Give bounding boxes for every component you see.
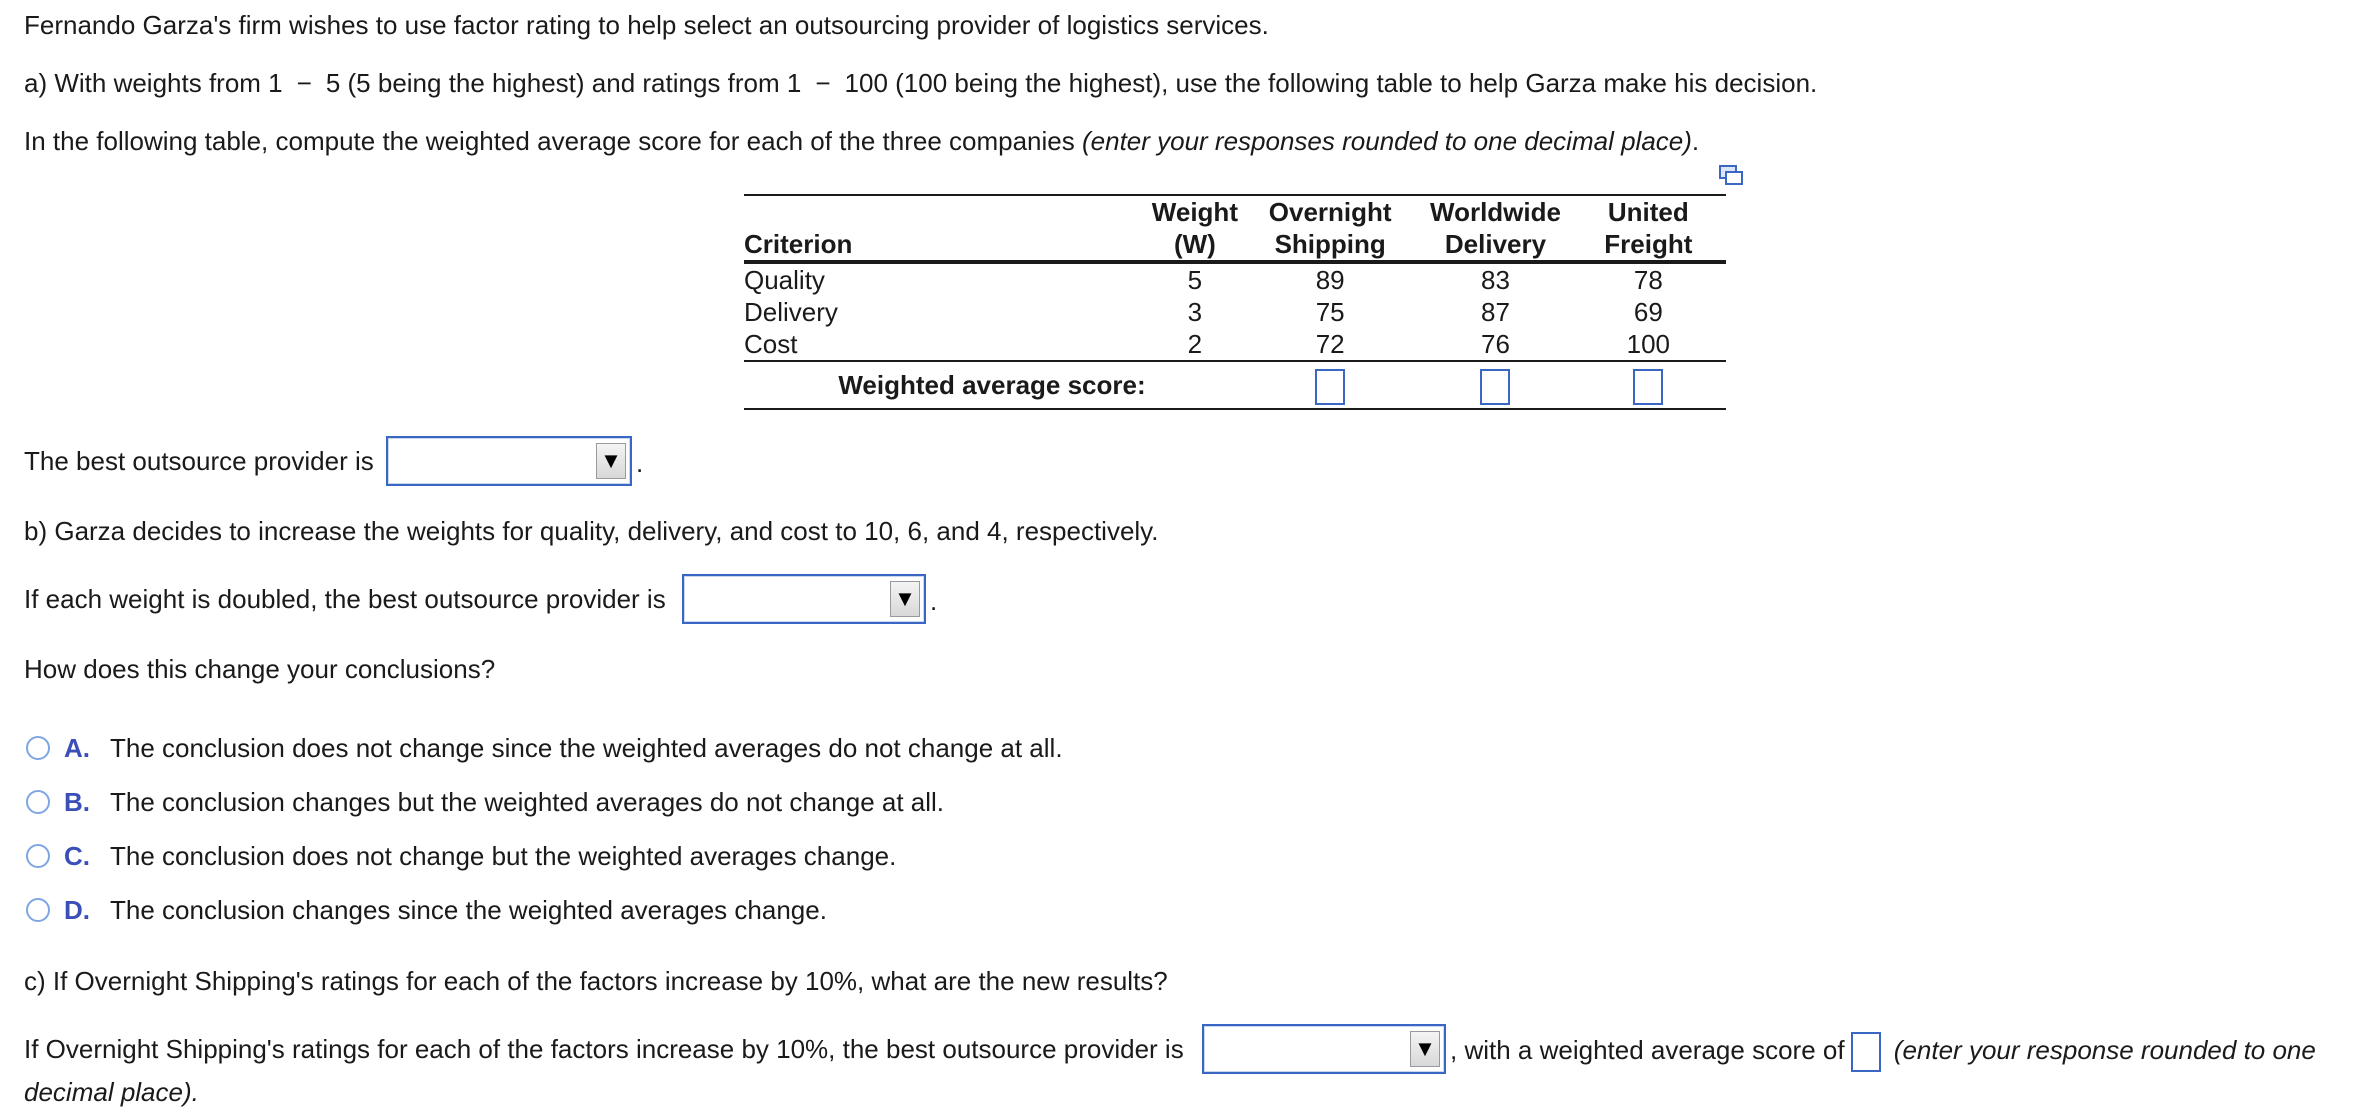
worldwide-header: Worldwide <box>1420 195 1570 228</box>
part-a-text: a) With weights from 1 − 5 (5 being the highest) and ratings from 1 − 100 (100 being the highest), use the following table to help Garza make his decision. <box>24 68 1818 98</box>
dropdown-arrow-icon[interactable]: ▼ <box>1410 1031 1440 1067</box>
part-c-answer-mid: , with a weighted average score of (enter your response rounded to one <box>1450 1032 2316 1072</box>
option-a[interactable]: A. The conclusion does not change since the weighted averages do not change at all. <box>26 731 1063 765</box>
radio-a[interactable] <box>26 736 50 760</box>
radio-c[interactable] <box>26 844 50 868</box>
part-c-provider-dropdown[interactable] <box>1202 1024 1446 1074</box>
radio-d[interactable] <box>26 898 50 922</box>
table-row: Quality 5 89 83 78 <box>744 265 1663 295</box>
radio-b[interactable] <box>26 790 50 814</box>
worldwide-weighted-input[interactable] <box>1480 369 1510 405</box>
part-c-score-input[interactable] <box>1851 1032 1881 1072</box>
change-question: How does this change your conclusions? <box>24 654 496 684</box>
overnight-header: Overnight <box>1240 195 1420 228</box>
factor-rating-table: Weight Overnight Worldwide United Criterion (W) Shipping Delivery Freight Quality 5 89 83 78 Delivery 3 75 87 69 Cost 2 72 76 100 Weighted average score: <box>744 194 1726 410</box>
part-b-text: b) Garza decides to increase the weights for quality, delivery, and cost to 10, 6, and 4, respectively. <box>24 516 1159 546</box>
part-c-answer-end: decimal place). <box>24 1077 199 1107</box>
criterion-header: Criterion <box>744 228 1150 262</box>
intro-text: Fernando Garza's firm wishes to use factor rating to help select an outsourcing provider of logistics services. <box>24 10 1269 40</box>
best-provider-dropdown[interactable] <box>386 436 632 486</box>
part-c-answer-prefix: If Overnight Shipping's ratings for each of the factors increase by 10%, the best outsource provider is <box>24 1034 1184 1064</box>
best-provider-label: The best outsource provider is <box>24 446 374 476</box>
table-instruction: In the following table, compute the weighted average score for each of the three companies (enter your responses rounded to one decimal place). <box>24 126 1700 156</box>
dropdown-arrow-icon[interactable]: ▼ <box>890 581 920 617</box>
part-c-text: c) If Overnight Shipping's ratings for each of the factors increase by 10%, what are the new results? <box>24 966 1168 996</box>
overnight-weighted-input[interactable] <box>1315 369 1345 405</box>
option-b[interactable]: B. The conclusion changes but the weighted averages do not change at all. <box>26 785 944 819</box>
weighted-average-label: Weighted average score: <box>744 361 1240 409</box>
united-weighted-input[interactable] <box>1633 369 1663 405</box>
table-row: Delivery 3 75 87 69 <box>744 297 1663 327</box>
weight-header: Weight <box>1151 197 1238 227</box>
option-d[interactable]: D. The conclusion changes since the weighted averages change. <box>26 893 827 927</box>
dropdown-arrow-icon[interactable]: ▼ <box>596 443 626 479</box>
doubled-label: If each weight is doubled, the best outsource provider is <box>24 584 666 614</box>
weighted-average-row <box>744 361 1726 409</box>
option-c[interactable]: C. The conclusion does not change but the weighted averages change. <box>26 839 896 873</box>
table-row: Cost 2 72 76 100 <box>744 328 1726 361</box>
copy-table-icon[interactable] <box>1718 164 1744 188</box>
united-header: United <box>1571 195 1726 228</box>
doubled-provider-dropdown[interactable] <box>682 574 926 624</box>
